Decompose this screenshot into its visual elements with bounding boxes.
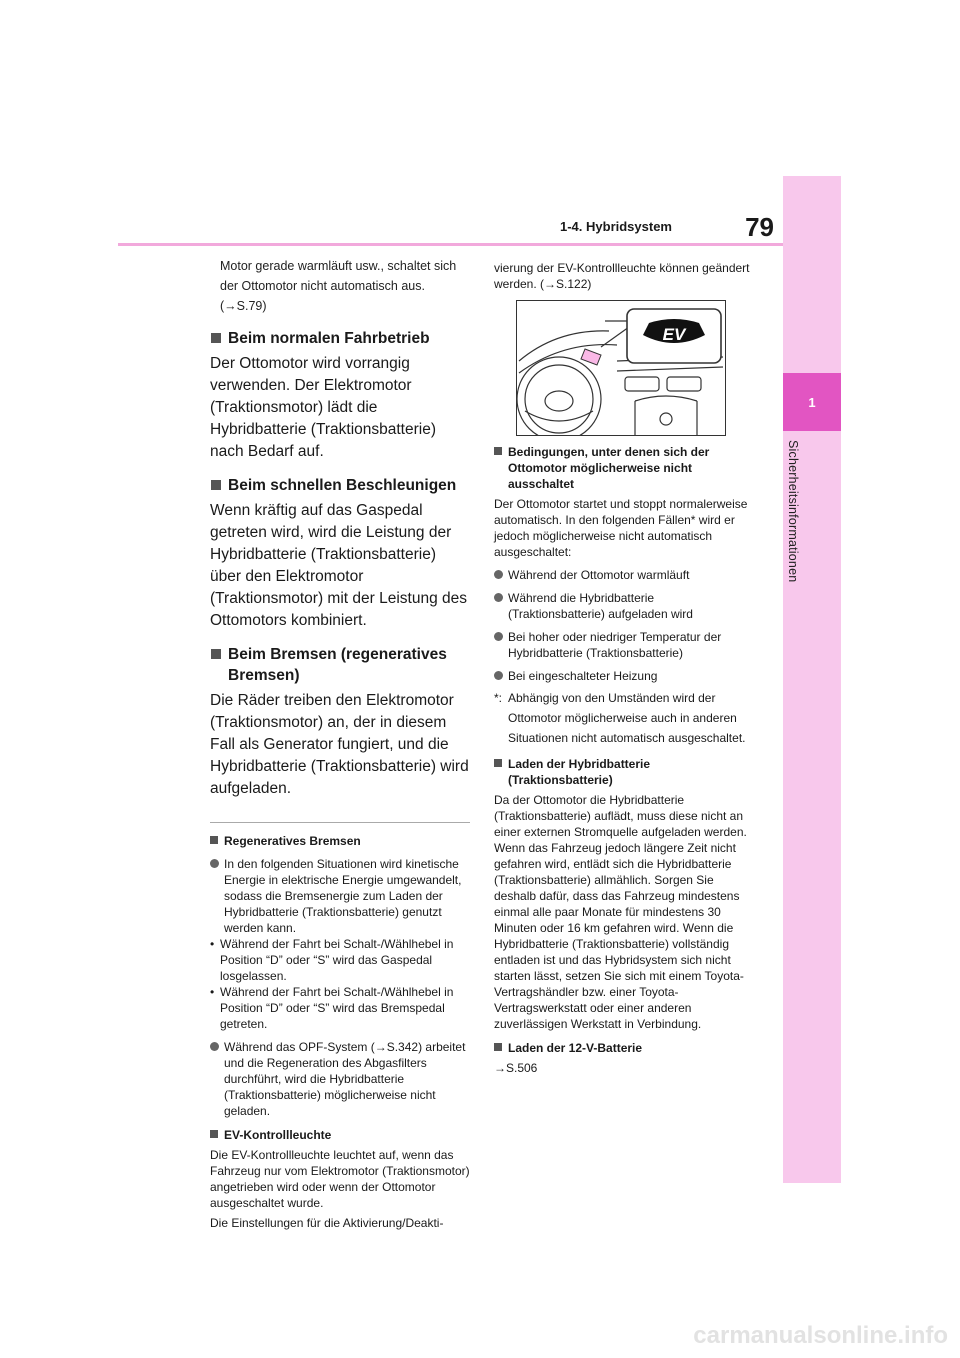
sub-item: • Während der Fahrt bei Schalt-/Wählhebel in Position “D” oder “S” wird das Bremspedal getreten. bbox=[210, 984, 470, 1032]
dashboard-illustration bbox=[516, 300, 726, 436]
text-normal-driving: Der Ottomotor wird vorrangig verwenden. Der Elektromotor (Traktionsmotor) lädt die Hybridbatterie (Traktionsbatterie) nach Bedarf auf. bbox=[210, 355, 436, 460]
watermark: carmanualsonline.info bbox=[693, 1322, 948, 1349]
chapter-sidebar bbox=[783, 176, 841, 1183]
list-item: In den folgenden Situationen wird kinetische Energie in elektrische Energie umgewandelt, sodass die Bremsenergie zum Laden der Hybridbatterie (Traktionsbatterie) genutzt werden kann. bbox=[210, 856, 470, 936]
text-engine-conditions: Der Ottomotor startet und stoppt normalerweise automatisch. In den folgenden Fällen* wird er jedoch möglicherweise nicht automatisch ausgeschaltet: bbox=[494, 497, 748, 559]
intro-note: Motor gerade warmläuft usw., schaltet sich der Ottomotor nicht automatisch aus. (→S.79) bbox=[220, 259, 457, 313]
text-ev-settings: Die Einstellungen für die Aktivierung/Deakti- bbox=[210, 1216, 444, 1230]
heading-12v-battery: Laden der 12-V-Batterie bbox=[494, 1040, 754, 1056]
list-item: Bei hoher oder niedriger Temperatur der Hybridbatterie (Traktionsbatterie) bbox=[494, 629, 754, 661]
text-acceleration: Wenn kräftig auf das Gaspedal getreten wird, wird die Leistung der Hybridbatterie (Traktionsbatterie) über den Elektromotor (Traktionsmotor) mit der Leistung des Ottomotors kombiniert. bbox=[210, 502, 467, 629]
dashboard-drawing bbox=[517, 301, 725, 435]
notes-divider bbox=[210, 822, 470, 823]
chapter-number: 1 bbox=[808, 394, 816, 410]
sub-item: • Während der Fahrt bei Schalt-/Wählhebel in Position “D” oder “S” wird das Gaspedal losgelassen. bbox=[210, 936, 470, 984]
heading-braking: Beim Bremsen (regeneratives Bremsen) bbox=[210, 644, 470, 686]
list-item: Während die Hybridbatterie (Traktionsbatterie) aufgeladen wird bbox=[494, 590, 754, 622]
section-title: 1-4. Hybridsystem bbox=[560, 219, 672, 234]
right-column bbox=[494, 256, 754, 1076]
footnote bbox=[494, 688, 754, 748]
link-12v-battery[interactable]: →S.506 bbox=[494, 1061, 538, 1075]
heading-normal-driving: Beim normalen Fahrbetrieb bbox=[210, 328, 470, 349]
list-item: Bei eingeschalteter Heizung bbox=[494, 668, 754, 684]
list-item: Während der Ottomotor warmläuft bbox=[494, 567, 754, 583]
left-column bbox=[210, 256, 470, 1231]
chapter-title: Sicherheitsinformationen bbox=[786, 440, 800, 583]
heading-regen-braking: Regeneratives Bremsen bbox=[210, 833, 470, 849]
text-ev-indicator: Die EV-Kontrollleuchte leuchtet auf, wenn das Fahrzeug nur vom Elektromotor (Traktionsmotor) angetrieben wird oder wenn der Ottomotor ausgeschaltet wurde. bbox=[210, 1148, 470, 1210]
ev-indicator-label: EV bbox=[662, 325, 686, 344]
text-hybrid-battery-charging: Da der Ottomotor die Hybridbatterie (Traktionsbatterie) auflädt, muss diese nicht an einer externen Stromquelle aufgeladen werden. Wenn das Fahrzeug jedoch längere Zeit nicht gefahren wird, entlädt sich die Hybridbatterie (Traktionsbatterie) allmählich. Sorgen Sie deshalb dafür, dass das Fahrzeug mindestens einmal alle paar Monate für mindestens 30 Minuten oder 16 km gefahren wird. Wenn die Hybridbatterie (Traktionsbatterie) vollständig entladen ist und das Hybridsystem sich nicht starten lässt, setzen Sie sich mit einem Toyota-Vertragshändler bzw. einer Toyota-Vertragswerkstatt oder einer anderen zuverlässigen Werkstatt in Verbindung. bbox=[494, 793, 747, 1031]
page-number: 79 bbox=[745, 212, 774, 242]
chapter-number-tab[interactable] bbox=[783, 373, 841, 431]
header-rule bbox=[118, 243, 783, 246]
text-ev-settings-cont: vierung der EV-Kontrollleuchte können geändert werden. (→S.122) bbox=[494, 261, 750, 291]
heading-ev-indicator: EV-Kontrollleuchte bbox=[210, 1127, 470, 1143]
footnote-text: Abhängig von den Umständen wird der Ottomotor möglicherweise auch in anderen Situationen nicht automatisch ausgeschaltet. bbox=[508, 691, 746, 745]
heading-acceleration: Beim schnellen Beschleunigen bbox=[210, 475, 470, 496]
list-item: Während das OPF-System (→S.342) arbeitet und die Regeneration des Abgasfilters durchführt, wird die Hybridbatterie (Traktionsbatterie) möglicherweise nicht geladen. bbox=[210, 1039, 470, 1119]
heading-engine-conditions: Bedingungen, unter denen sich der Ottomotor möglicherweise nicht ausschaltet bbox=[494, 444, 754, 492]
footnote-marker: *: bbox=[494, 691, 503, 705]
text-braking: Die Räder treiben den Elektromotor (Traktionsmotor) an, der in diesem Fall als Generator fungiert, und die Hybridbatterie (Traktionsbatterie) wird aufgeladen. bbox=[210, 692, 469, 797]
chapter-title-vertical bbox=[786, 440, 802, 600]
heading-hybrid-battery-charging: Laden der Hybridbatterie (Traktionsbatterie) bbox=[494, 756, 754, 788]
